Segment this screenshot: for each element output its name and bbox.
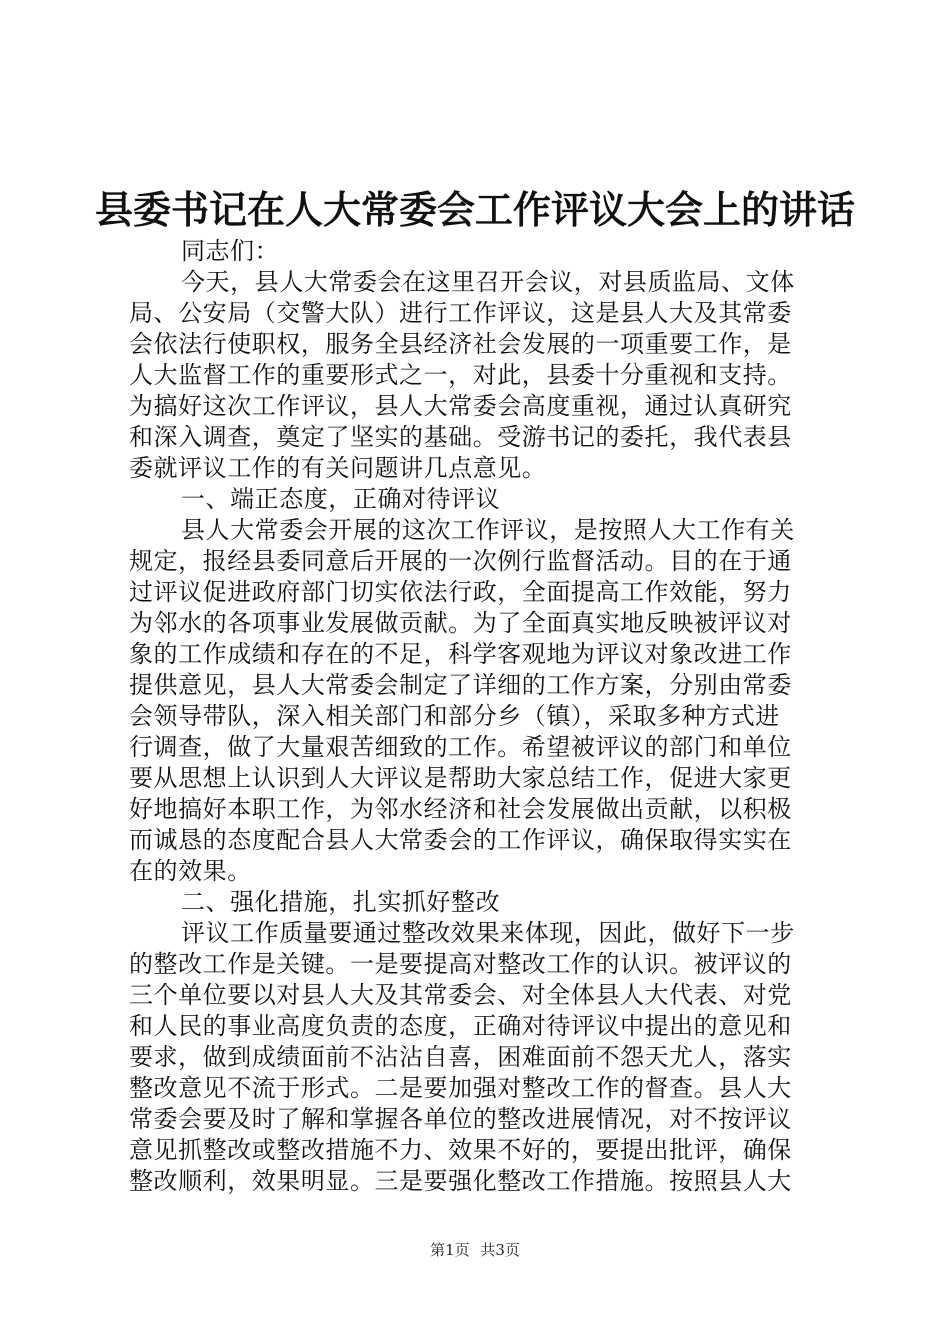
section-heading: 一、端正态度，正确对待评议 xyxy=(181,485,501,513)
text-line: 要求，做到成绩面前不沾沾自喜，困难面前不怨天尤人，落实 xyxy=(129,1043,792,1071)
text-line: 局、公安局（交警大队）进行工作评议，这是县人大及其常委 xyxy=(129,299,792,327)
text-line: 今天，县人大常委会在这里召开会议，对县质监局、文体 xyxy=(181,268,795,296)
page-total: 共3页 xyxy=(480,1241,520,1259)
text-line: 为邻水的各项事业发展做贡献。为了全面真实地反映被评议对 xyxy=(129,609,792,637)
section-heading: 二、强化措施，扎实抓好整改 xyxy=(181,888,501,916)
text-line: 好地搞好本职工作，为邻水经济和社会发展做出贡献，以积极 xyxy=(129,795,792,823)
text-line: 评议工作质量要通过整改效果来体现，因此，做好下一步 xyxy=(181,919,795,947)
document-title: 县委书记在人大常委会工作评议大会上的讲话 xyxy=(94,187,855,232)
text-line: 为搞好这次工作评议，县人大常委会高度重视，通过认真研究 xyxy=(129,392,792,420)
text-line: 整改顺利，效果明显。三是要强化整改工作措施。按照县人大 xyxy=(129,1167,792,1195)
text-line: 人大监督工作的重要形式之一，对此，县委十分重视和支持。 xyxy=(129,361,792,389)
text-line: 常委会要及时了解和掌握各单位的整改进展情况，对不按评议 xyxy=(129,1105,792,1133)
document-body xyxy=(129,236,829,1197)
text-line: 会依法行使职权，服务全县经济社会发展的一项重要工作，是 xyxy=(129,330,792,358)
text-line: 意见抓整改或整改措施不力、效果不好的，要提出批评，确保 xyxy=(129,1136,792,1164)
text-line: 规定，报经县委同意后开展的一次例行监督活动。目的在于通 xyxy=(129,547,792,575)
text-line: 委就评议工作的有关问题讲几点意见。 xyxy=(129,454,547,482)
page-number: 第1页 xyxy=(430,1241,470,1259)
text-line: 提供意见，县人大常委会制定了详细的工作方案，分别由常委 xyxy=(129,671,792,699)
text-line: 而诚恳的态度配合县人大常委会的工作评议，确保取得实实在 xyxy=(129,826,792,854)
text-line: 会领导带队，深入相关部门和部分乡（镇），采取多种方式进 xyxy=(129,702,780,730)
text-line: 同志们： xyxy=(181,237,280,265)
text-line: 在的效果。 xyxy=(129,857,252,885)
text-line: 行调查，做了大量艰苦细致的工作。希望被评议的部门和单位 xyxy=(129,733,792,761)
text-line: 过评议促进政府部门切实依法行政，全面提高工作效能，努力 xyxy=(129,578,792,606)
text-line: 的整改工作是关键。一是要提高对整改工作的认识。被评议的 xyxy=(129,950,792,978)
text-line: 整改意见不流于形式。二是要加强对整改工作的督查。县人大 xyxy=(129,1074,792,1102)
text-line: 象的工作成绩和存在的不足，科学客观地为评议对象改进工作 xyxy=(129,640,792,668)
text-line: 要从思想上认识到人大评议是帮助大家总结工作，促进大家更 xyxy=(129,764,792,792)
text-line: 县人大常委会开展的这次工作评议，是按照人大工作有关 xyxy=(181,516,795,544)
page-footer xyxy=(0,1240,950,1260)
text-line: 和深入调查，奠定了坚实的基础。受游书记的委托，我代表县 xyxy=(129,423,792,451)
text-line: 三个单位要以对县人大及其常委会、对全体县人大代表、对党 xyxy=(129,981,792,1009)
text-line: 和人民的事业高度负责的态度，正确对待评议中提出的意见和 xyxy=(129,1012,792,1040)
